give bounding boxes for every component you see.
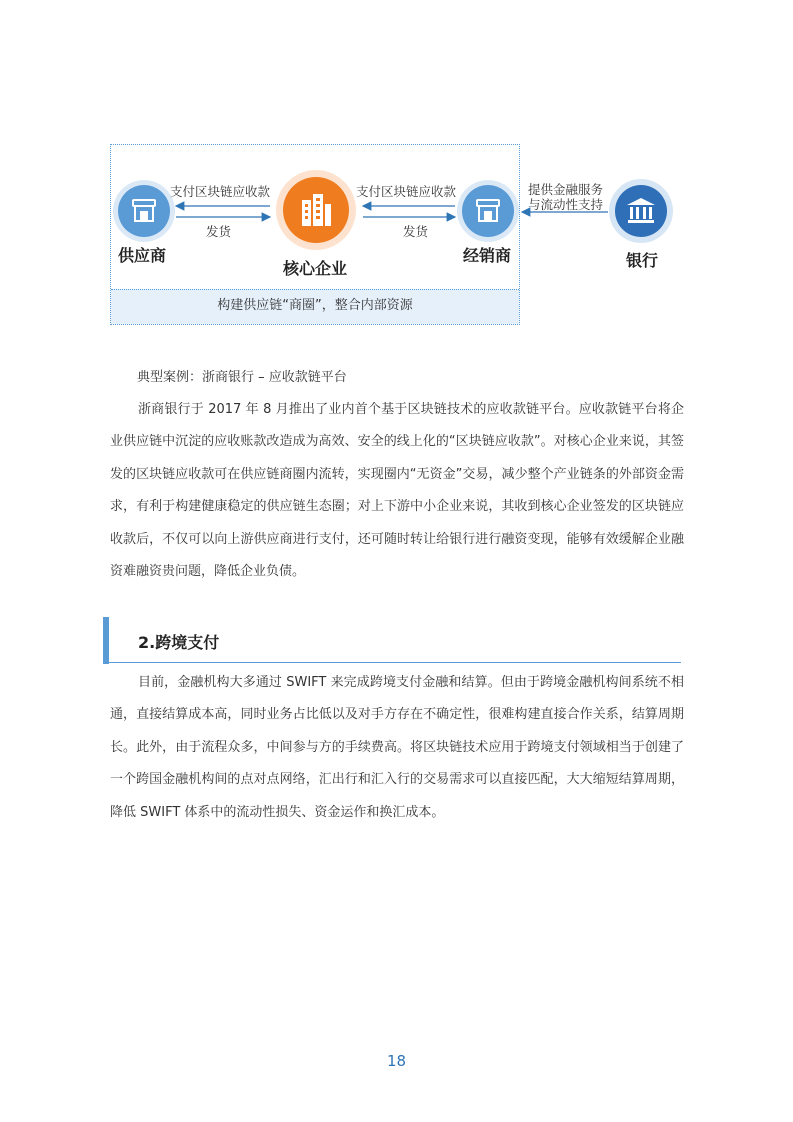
store-icon [130,198,158,224]
building-icon [298,190,334,230]
core-enterprise-label: 核心企业 [283,259,348,278]
arrow-label-right-top: 支付区块链应收款 [356,184,457,199]
arrow-label-bank-line2: 与流动性支持 [528,197,604,212]
section-heading: 2.跨境支付 [138,633,220,652]
body-paragraph-1: 浙商银行于 2017 年 8 月推出了业内首个基于区块链技术的应收款链平台。应收款链平台将企业供应链中沉淀的应收账款改造成为高效、安全的线上化的“区块链应收款”。对核心企业来说，其签发的区块链应收款可在供应链商圈内流转，实现圈内“无资金”交易，减少整个产业链条的外部资金需求，有利于构建健康稳定的供应链生态圈；对上下游中小企业来说，其收到核心企业签发的区块链应收款后，不仅可以向上游供应商进行支付，还可随时转让给银行进行融资变现，能够有效缓解企业融资难融资贵问题，降低企业负债。 [110,402,684,580]
section-divider [109,662,681,663]
distributor-label: 经销商 [463,246,512,265]
body-paragraph-2: 目前，金融机构大多通过 SWIFT 来完成跨境支付金融和结算。但由于跨境金融机构间系统不相通，直接结算成本高，同时业务占比低以及对手方存在不确定性，很难构建直接合作关系，结算周期长。此外，由于流程众多，中间参与方的手续费高。将区块链技术应用于跨境支付领域相当于创建了一个跨国金融机构间的点对点网络，汇出行和汇入行的交易需求可以直接匹配，大大缩短结算周期，降低 SWIFT 体系中的流动性损失、资金运作和换汇成本。 [110,675,684,820]
supplier-node [118,185,170,237]
arrow-label-bank-line1: 提供金融服务 [528,182,604,197]
arrow-label-left-bottom: 发货 [206,224,232,239]
bank-node [615,185,667,237]
case-caption: 典型案例：浙商银行 – 应收款链平台 [137,370,347,385]
bank-icon [626,197,656,225]
bank-label: 银行 [626,251,659,270]
page-number: 18 [386,1052,407,1070]
section-accent-bar [103,617,109,664]
supplier-label: 供应商 [118,246,167,265]
arrow-label-left-top: 支付区块链应收款 [170,184,271,199]
store-icon [474,198,502,224]
distributor-node [462,185,514,237]
arrow-label-right-bottom: 发货 [403,224,429,239]
core-enterprise-node [283,177,349,243]
diagram-footer-caption: 构建供应链“商圈”，整合内部资源 [111,289,519,324]
